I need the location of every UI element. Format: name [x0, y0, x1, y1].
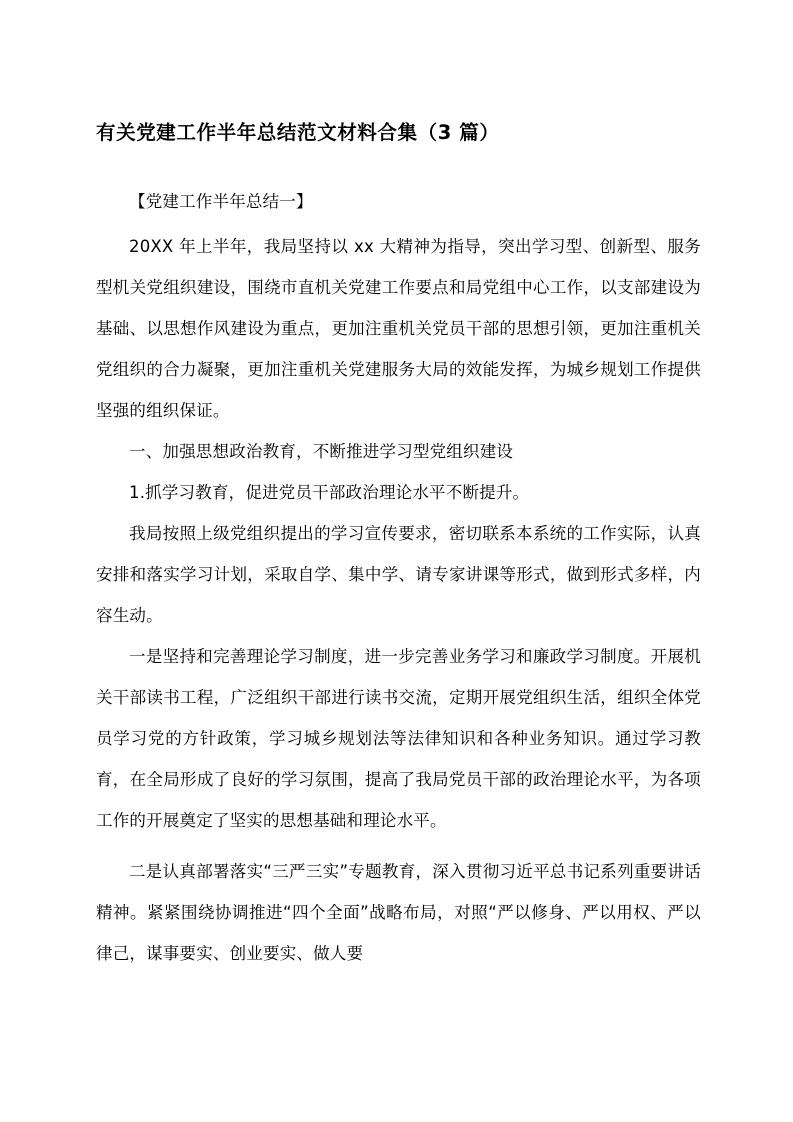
spacer [96, 841, 701, 851]
page-title: 有关党建工作半年总结范文材料合集（3 篇） [96, 121, 500, 144]
paragraph-overview: 20XX 年上半年，我局坚持以 xx 大精神为指导，突出学习型、创新型、服务型机关党组织建设，围绕市直机关党建工作要点和局党组中心工作，以支部建设为基础、以思想作风建设为重点，更加注重机关党员干部的思想引领，更加注重机关党组织的合力凝聚，更加注重机关党建服务大局的效能发挥，为城乡规划工作提供坚强的组织保证。 [96, 237, 701, 421]
paragraph-theory-system: 一是坚持和完善理论学习制度，进一步完善业务学习和廉政学习制度。开展机关干部读书工程，广泛组织干部进行读书交流，定期开展党组织生活，组织全体党员学习党的方针政策，学习城乡规划法等法律知识和各种业务知识。通过学习教育，在全局形成了良好的学习氛围，提高了我局党员干部的政治理论水平，为各项工作的开展奠定了坚实的思想基础和理论水平。 [96, 647, 701, 831]
paragraph-subheading-one: 1.抓学习教育，促进党员干部政治理论水平不断提升。 [129, 483, 530, 503]
section-heading-1: 【党建工作半年总结一】 [129, 192, 313, 212]
paragraph-three-strict: 二是认真部署落实“三严三实”专题教育，深入贯彻习近平总书记系列重要讲话精神。紧紧围绕协调推进“四个全面”战略布局，对照“严以修身、严以用权、严以律己，谋事要实、创业要实、做人要 [96, 862, 701, 964]
paragraph-heading-one: 一、加强思想政治教育，不断推进学习型党组织建设 [129, 442, 514, 462]
paragraph-study-plan: 我局按照上级党组织提出的学习宣传要求，密切联系本系统的工作实际，认真安排和落实学习计划，采取自学、集中学、请专家讲课等形式，做到形式多样，内容生动。 [96, 524, 701, 626]
